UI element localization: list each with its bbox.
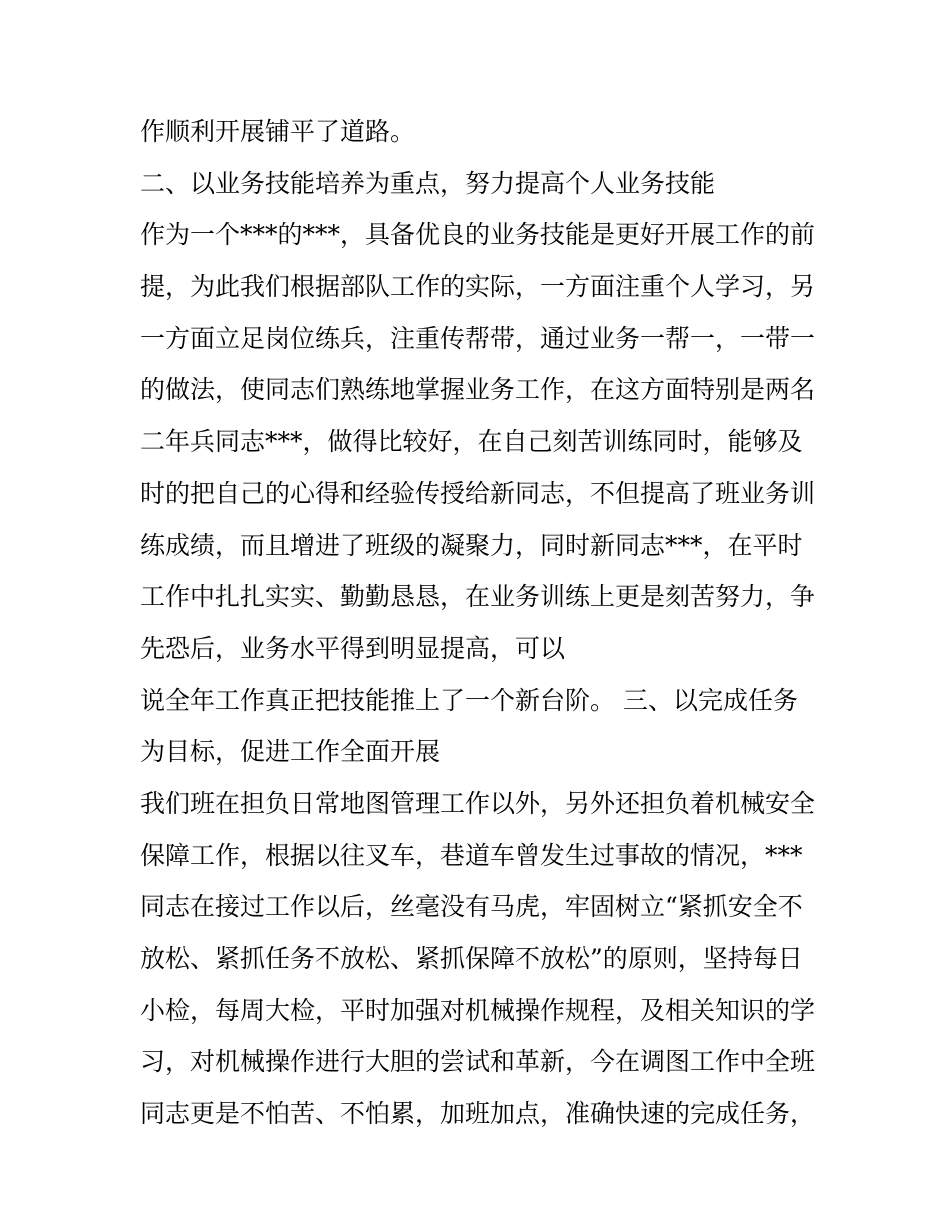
text-line-10: 工作中扎扎实实、勤勤恳恳，在业务训练上更是刻苦努力，争 [140,582,816,612]
text-line-1: 作顺利开展铺平了道路。 [140,117,416,146]
text-line-16: 同志在接过工作以后，丝毫没有马虎，牢固树立“紧抓安全不 [140,892,803,922]
text-line-9: 练成绩，而且增进了班级的凝聚力，同时新同志***，在平时 [140,530,803,560]
text-line-7: 二年兵同志***，做得比较好，在自己刻苦训练同时，能够及 [140,427,803,457]
text-line-17: 放松、紧抓任务不放松、紧抓保障不放松”的原则，坚持每日 [140,944,803,973]
text-line-20: 同志更是不怕苦、不怕累，加班加点，准确快速的完成任务， [140,1099,816,1129]
text-line-13: 为目标，促进工作全面开展 [140,737,441,767]
section-heading-2: 二、以业务技能培养为重点，努力提高个人业务技能 [140,168,716,198]
text-line-19: 习，对机械操作进行大胆的尝试和革新，今在调图工作中全班 [140,1047,816,1077]
text-line-4: 提，为此我们根据部队工作的实际，一方面注重个人学习，另 [140,272,816,302]
document-body [140,106,830,1140]
text-line-18: 小检，每周大检，平时加强对机械操作规程，及相关知识的学 [140,995,816,1025]
text-line-6: 的做法，使同志们熟练地掌握业务工作，在这方面特别是两名 [140,375,816,405]
text-line-14: 我们班在担负日常地图管理工作以外，另外还担负着机械安全 [140,788,816,818]
text-line-3: 作为一个***的***，具备优良的业务技能是更好开展工作的前 [140,220,816,250]
text-line-15: 保障工作，根据以往叉车，巷道车曾发生过事故的情况，*** [140,840,803,870]
text-line-5: 一方面立足岗位练兵，注重传帮带，通过业务一帮一，一带一 [140,323,816,353]
text-line-11: 先恐后，业务水平得到明显提高，可以 [140,633,566,663]
text-line-8: 时的把自己的心得和经验传授给新同志，不但提高了班业务训 [140,478,816,508]
text-line-12: 说全年工作真正把技能推上了一个新台阶。 三、以完成任务 [140,685,798,715]
